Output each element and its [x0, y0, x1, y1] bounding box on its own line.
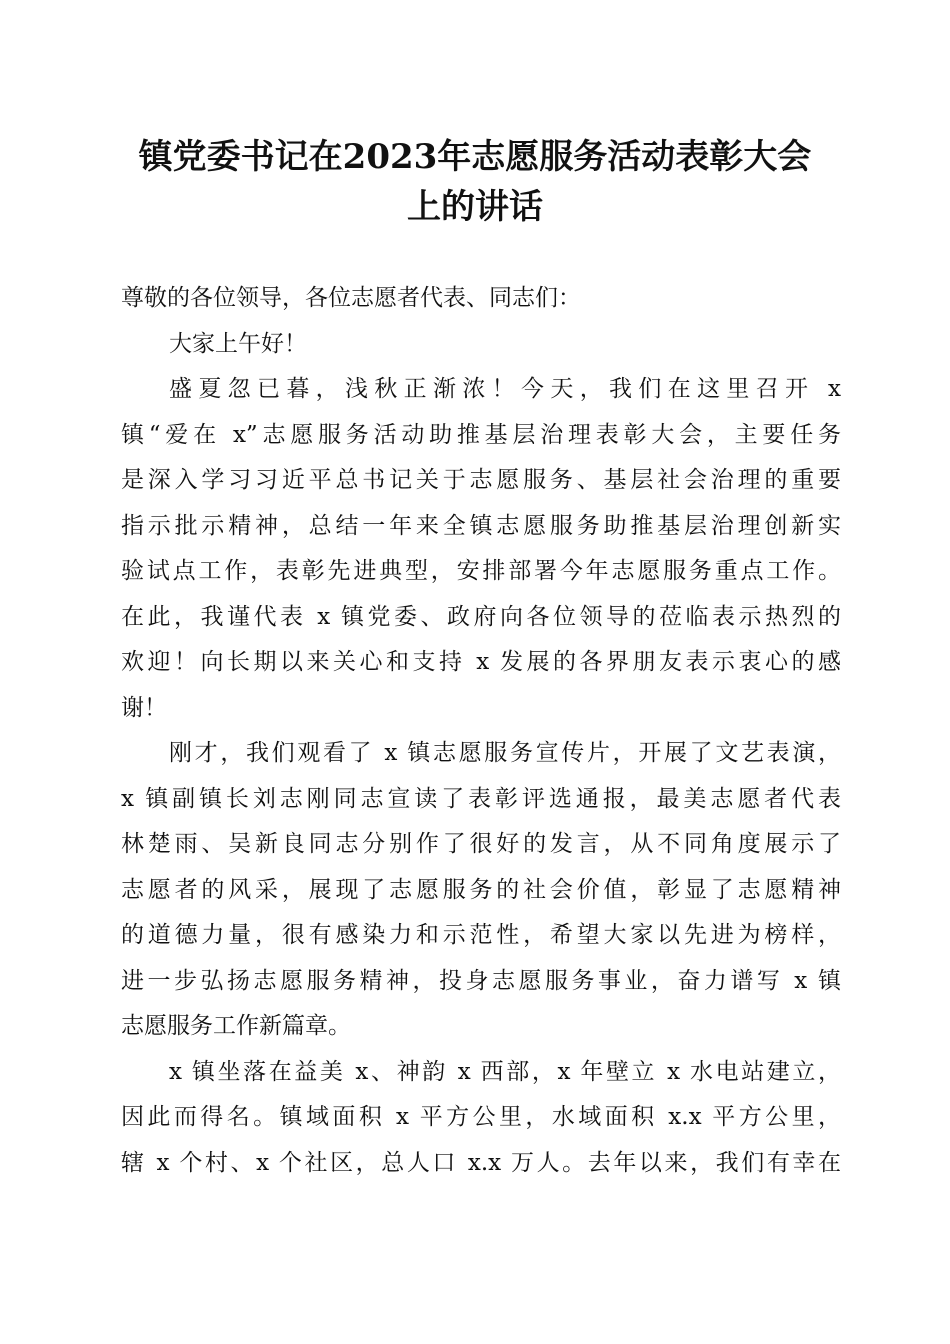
paragraph-1-line: 在此，我谨代表 x 镇党委、政府向各位领导的莅临表示热烈的: [121, 603, 841, 630]
paragraph-2-line: 志愿服务工作新篇章。: [121, 1013, 351, 1039]
paragraph-2-line: 刚才，我们观看了 x 镇志愿服务宣传片，开展了文艺表演，: [169, 740, 841, 766]
paragraph-1-line: 验试点工作，表彰先进典型，安排部署今年志愿服务重点工作。: [121, 558, 841, 584]
paragraph-3-line: 辖 x 个村、x 个社区，总人口 x.x 万人。去年以来，我们有幸在: [121, 1149, 841, 1176]
paragraph-1-line: 欢迎！向长期以来关心和支持 x 发展的各界朋友表示衷心的感: [121, 649, 841, 675]
paragraph-1-line: 盛夏忽已暮，浅秋正渐浓！今天，我们在这里召开 x: [169, 376, 841, 402]
salutation-line: 尊敬的各位领导，各位志愿者代表、同志们：: [121, 285, 581, 311]
paragraph-2-line: 进一步弘扬志愿服务精神，投身志愿服务事业，奋力谱写 x 镇: [121, 967, 841, 994]
paragraph-1-line: 谢！: [121, 694, 167, 721]
document-title: [110, 132, 840, 232]
title-line-1: 镇党委书记在2023年志愿服务活动表彰大会: [138, 137, 812, 177]
paragraph-1-line: 指示批示精神，总结一年来全镇志愿服务助推基层治理创新实: [121, 512, 841, 539]
paragraph-1-line: 是深入学习习近平总书记关于志愿服务、基层社会治理的重要: [121, 467, 841, 493]
paragraph-2-line: x 镇副镇长刘志刚同志宣读了表彰评选通报，最美志愿者代表: [121, 785, 841, 812]
paragraph-3-line: x 镇坐落在益美 x、神韵 x 西部，x 年壁立 x 水电站建立，: [169, 1058, 841, 1085]
paragraph-2-line: 的道德力量，很有感染力和示范性，希望大家以先进为榜样，: [121, 922, 841, 948]
paragraph-1-line: 镇“爱在 x”志愿服务活动助推基层治理表彰大会，主要任务: [121, 421, 841, 448]
paragraph-2-line: 志愿者的风采，展现了志愿服务的社会价值，彰显了志愿精神: [121, 876, 841, 903]
speech-body: [121, 276, 841, 1186]
paragraph-2-line: 林楚雨、吴新良同志分别作了很好的发言，从不同角度展示了: [121, 831, 841, 857]
title-line-2: 上的讲话: [407, 187, 543, 227]
greeting-line: 大家上午好！: [169, 330, 307, 357]
paragraph-3-line: 因此而得名。镇域面积 x 平方公里，水域面积 x.x 平方公里，: [121, 1104, 841, 1130]
